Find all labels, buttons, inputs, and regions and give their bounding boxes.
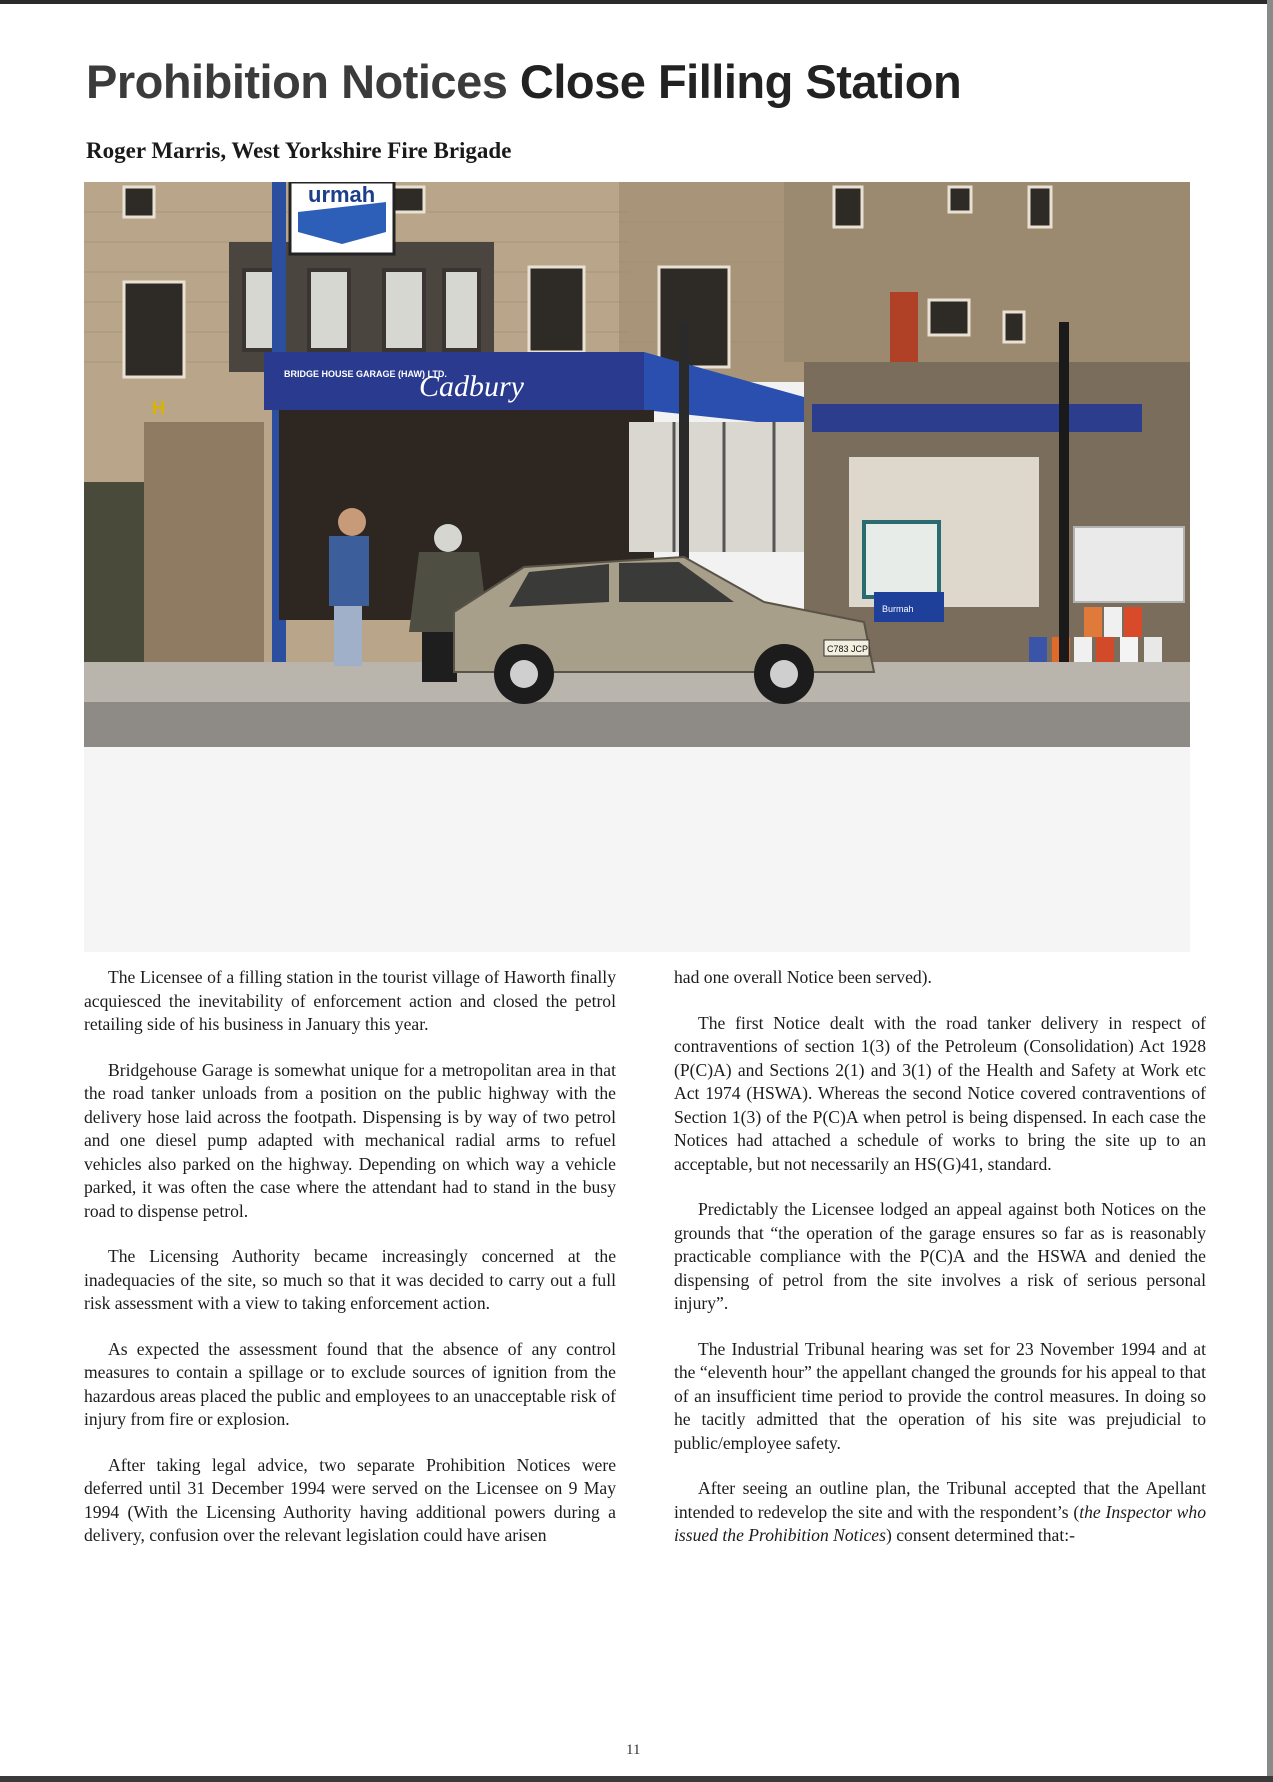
headline-part-1: Prohibition Notices xyxy=(86,55,508,108)
body-paragraph: The Licensing Authority became increasingly concerned at the inadequacies of the site, so much so that it was decided to carry out a full risk assessment with a view to taking enforcement action. xyxy=(84,1246,616,1313)
article-photo xyxy=(84,182,1190,952)
garage-fascia-text: BRIDGE HOUSE GARAGE (HAW) LTD. xyxy=(284,369,447,379)
body-paragraph: Bridgehouse Garage is somewhat unique for a metropolitan area in that the road tanker unloads from a position on the public highway with the delivery hose laid across the footpath. Dispensing is by way of two petrol and one diesel pump adapted with mechanical radial arms to refuel vehicles also parked on the highway. Depending on which way a vehicle parked, it was often the case where the attendant had to stand in the busy road to dispense petrol. xyxy=(84,1059,616,1221)
body-paragraph: After taking legal advice, two separate Prohibition Notices were deferred until 31 December 1994 were served on the Licensee on 9 May 1994 (With the Licensing Authority having additional powers during a delivery, confusion over the relevant legislation could have arisen xyxy=(84,1454,616,1545)
body-paragraph: The Industrial Tribunal hearing was set for 23 November 1994 and at the “eleventh hour” the appellant changed the grounds for his appeal to that of an insufficient time period to provide the control measures. In doing so he tacitly admitted that the operation of his site was prejudicial to public/employee safety. xyxy=(674,1338,1206,1453)
body-paragraph: The first Notice dealt with the road tanker delivery in respect of contraventions of section 1(3) of the Petroleum (Consolidation) Act 1928 (P(C)A) and Sections 2(1) and 3(1) of the Health and Safety at Work etc Act 1974 (HSWA). Whereas the second Notice covered contraventions of Section 1(3) of the P(C)A when petrol is being dispensed. In each case the Notices had attached a schedule of works to bring the site up to an acceptable, but not necessarily an HS(G)41, standard. xyxy=(674,1012,1206,1174)
pump-label-text: Burmah xyxy=(882,604,914,614)
page-edge-top xyxy=(0,0,1273,4)
letter-h-sign: H xyxy=(152,398,165,418)
body-paragraph: As expected the assessment found that the absence of any control measures to contain a spillage or to exclude sources of ignition from the hazardous areas placed the public and employees to an unacceptable risk of injury from fire or explosion. xyxy=(84,1338,616,1429)
paragraph-text: After seeing an outline plan, the Tribunal accepted that the Apellant intended to redevelop the site and with the respondent’s ( xyxy=(674,1478,1206,1522)
page-edge-right xyxy=(1267,0,1273,1782)
article-headline xyxy=(86,54,961,109)
headline-part-2: Close Filling Station xyxy=(519,55,962,108)
body-paragraph: had one overall Notice been served). xyxy=(674,967,932,987)
cadbury-sign-text: Cadbury xyxy=(419,370,524,403)
body-paragraph: Predictably the Licensee lodged an appeal against both Notices on the grounds that “the operation of the garage ensures so far as is reasonably practicable compliance with the P(C)A and the HSWA and denied the dispensing of petrol from the site involves a risk of serious personal injury”. xyxy=(674,1199,1206,1313)
burmah-sign-text: urmah xyxy=(308,182,376,207)
body-paragraph: The Licensee of a filling station in the tourist village of Haworth finally acquiesced the inevitability of enforcement action and closed the petrol retailing side of his business in January this year. xyxy=(84,967,616,1034)
page-edge-bottom xyxy=(0,1776,1273,1782)
body-paragraph-last xyxy=(674,1477,1206,1548)
filling-station-photo xyxy=(84,182,1190,952)
body-column-left xyxy=(84,966,616,1570)
number-plate-text: C783 JCP xyxy=(827,644,869,654)
page-number: 11 xyxy=(626,1742,641,1758)
paragraph-text: ) consent determined that:- xyxy=(885,1525,1076,1545)
article-byline: Roger Marris, West Yorkshire Fire Brigade xyxy=(86,138,512,163)
paragraph-italic-text: the Inspector who issued the Prohibition Notices xyxy=(674,1501,1206,1545)
body-column-right xyxy=(674,966,1206,1570)
